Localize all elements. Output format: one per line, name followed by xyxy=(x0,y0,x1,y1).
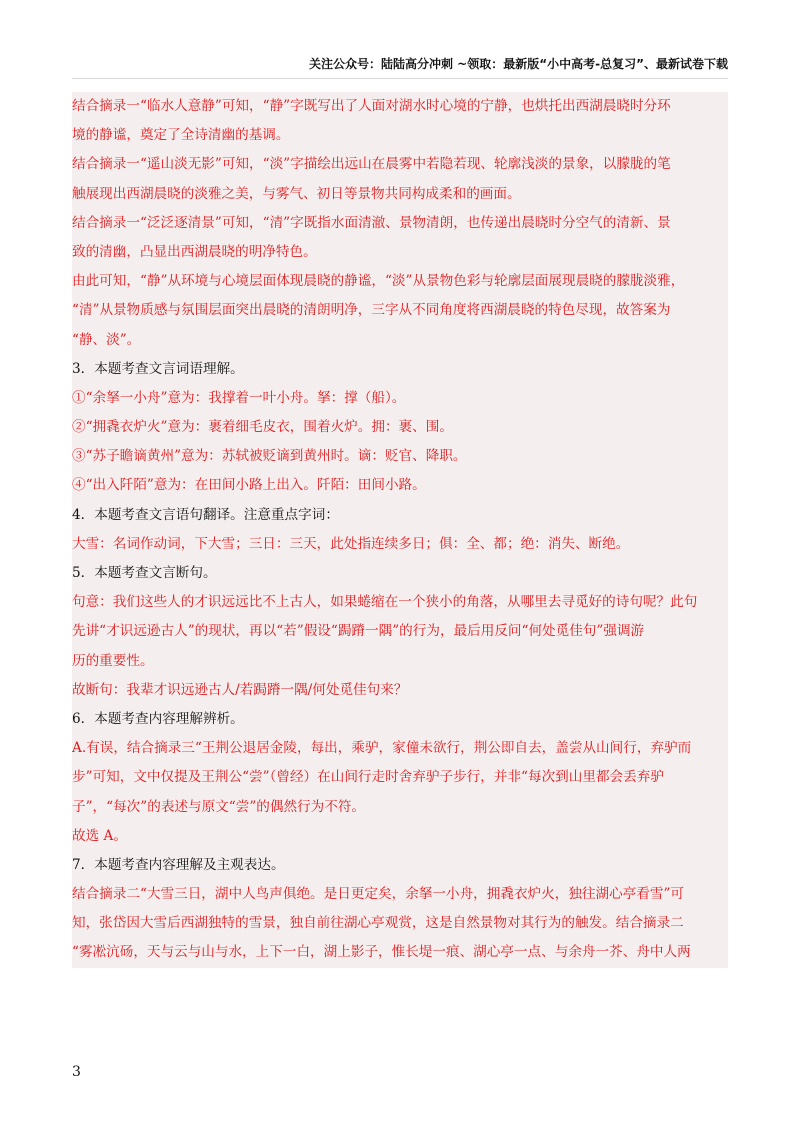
answer-line: “静、淡”。 xyxy=(72,331,141,348)
page-number: 3 xyxy=(72,1064,81,1080)
answer-line: ③“苏子瞻谪黄州”意为：苏轼被贬谪到黄州时。谪：贬官、降职。 xyxy=(72,448,467,465)
answer-line: ④“出入阡陌”意为：在田间小路上出入。阡陌：田间小路。 xyxy=(72,477,426,494)
answer-line: 结合摘录一“泛泛逐清景”可知，“清”字既指水面清澈、景物清朗，也传递出晨晓时分空气的清新、景 xyxy=(72,214,671,231)
question-heading: 6．本题考查内容理解辨析。 xyxy=(72,710,244,727)
answer-line: “雾凇沆砀，天与云与山与水，上下一白，湖上影子，惟长堤一痕、湖心亭一点、与余舟一芥、舟中人两 xyxy=(72,944,691,961)
answer-line: 故选 A。 xyxy=(72,827,127,844)
answer-line: 故断句：我辈才识远逊古人/若跼蹐一隅/何处觅佳句来？ xyxy=(72,681,408,698)
question-heading: 7．本题考查内容理解及主观表达。 xyxy=(72,856,285,873)
answer-line: 境的静谧，奠定了全诗清幽的基调。 xyxy=(72,127,290,144)
answer-line: 子”，“每次”的表述与原文“尝”的偶然行为不符。 xyxy=(72,798,366,815)
answer-line: 句意：我们这些人的才识远远比不上古人，如果蜷缩在一个狭小的角落，从哪里去寻觅好的诗句呢？此句 xyxy=(72,594,698,611)
answer-line: 结合摘录一“临水人意静”可知，“静”字既写出了人面对湖水时心境的宁静，也烘托出西湖晨晓时分环 xyxy=(72,98,671,114)
answer-line: ①“余拏一小舟”意为：我撑着一叶小舟。拏：撑（船）。 xyxy=(72,389,406,406)
answer-content xyxy=(72,92,728,968)
question-heading: 5．本题考查文言断句。 xyxy=(72,565,217,581)
header-divider xyxy=(72,78,728,79)
question-heading: 3．本题考查文言词语理解。 xyxy=(72,360,244,377)
answer-line: 结合摘录一“遥山淡无影”可知，“淡”字描绘出远山在晨雾中若隐若现、轮廓浅淡的景象，以朦胧的笔 xyxy=(72,156,671,173)
answer-line: 步”可知，文中仅提及王荆公“尝”（曾经）在山间行走时舍弃驴子步行，并非“每次到山里都会丢弃驴 xyxy=(72,769,664,786)
question-heading: 4．本题考查文言语句翻译。注意重点字词： xyxy=(72,506,339,523)
answer-line: “清”从景物质感与氛围层面突出晨晓的清朗明净，三字从不同角度将西湖晨晓的特色尽现，故答案为 xyxy=(72,302,671,319)
answer-line: 由此可知，“静”从环境与心境层面体现晨晓的静谧，“淡”从景物色彩与轮廓层面展现晨晓的朦胧淡雅， xyxy=(72,273,685,290)
answer-line: 大雪：名词作动词，下大雪；三日：三天，此处指连续多日；俱：全、都；绝：消失、断绝。 xyxy=(72,535,630,552)
answer-line: 历的重要性。 xyxy=(72,652,154,669)
answer-line: A.有误，结合摘录三“王荆公退居金陵，每出，乘驴，家僮未欲行，荆公即自去，盖尝从山间行，弃驴而 xyxy=(72,740,692,757)
answer-line: 致的清幽，凸显出西湖晨晓的明净特色。 xyxy=(72,243,317,260)
page-header: 关注公众号：陆陆高分冲刺 ~领取：最新版“小中高考-总复习”、最新试卷下载 xyxy=(309,57,728,71)
answer-line: 知，张岱因大雪后西湖独特的雪景，独自前往湖心亭观赏，这是自然景物对其行为的触发。结合摘录二 xyxy=(72,915,684,932)
answer-line: ②“拥毳衣炉火”意为：裹着细毛皮衣，围着火炉。拥：裹、围。 xyxy=(72,419,453,436)
answer-line: 先讲“才识远逊古人”的现状，再以“若”假设“跼蹐一隅”的行为，最后用反问“何处觅佳句”强调游 xyxy=(72,623,645,640)
answer-line: 触展现出西湖晨晓的淡雅之美，与雾气、初日等景物共同构成柔和的画面。 xyxy=(72,185,521,202)
answer-line: 结合摘录二“大雪三日，湖中人鸟声俱绝。是日更定矣，余拏一小舟，拥毳衣炉火，独往湖心亭看雪”可 xyxy=(72,886,685,903)
